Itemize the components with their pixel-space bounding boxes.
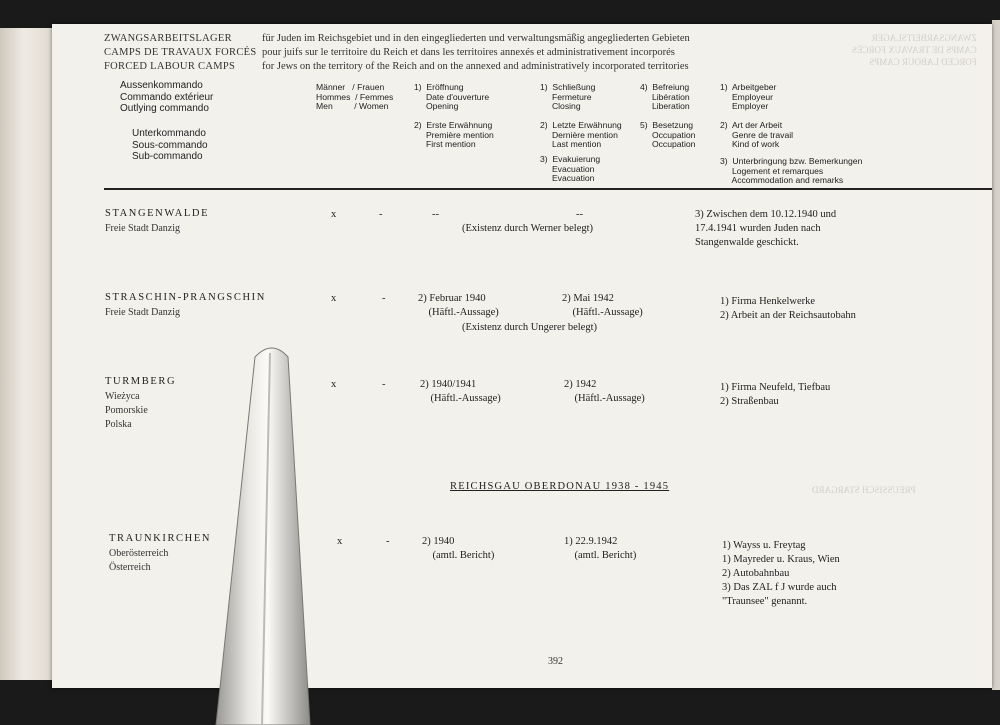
page-number: 392 bbox=[548, 656, 563, 667]
legend-liberation: 4) Befreiung Libération Liberation bbox=[640, 82, 690, 112]
camp-region: Oberösterreich Österreich bbox=[109, 548, 169, 573]
closing-date: 2) Mai 1942 (Häftl.-Aussage) bbox=[562, 293, 643, 318]
legend-occupation: 5) Besetzung Occupation Occupation bbox=[640, 120, 696, 150]
remarks: 1) Firma Henkelwerke 2) Arbeit an der Reichsautobahn bbox=[720, 296, 856, 321]
camp-name: STANGENWALDE bbox=[105, 208, 210, 219]
men-mark: x bbox=[331, 293, 337, 304]
camp-name: TURMBERG bbox=[105, 376, 177, 387]
opening-date: 2) 1940/1941 (Häftl.-Aussage) bbox=[420, 379, 501, 404]
legend-employer: 1) Arbeitgeber Employeur Employer bbox=[720, 82, 777, 112]
women-mark: - bbox=[379, 209, 383, 220]
men-mark: x bbox=[337, 536, 343, 547]
men-mark: x bbox=[331, 209, 337, 220]
section-title: REICHSGAU OBERDONAU 1938 - 1945 bbox=[450, 481, 670, 492]
legend-last-mention: 2) Letzte Erwähnung Dernière mention Last mention bbox=[540, 120, 622, 150]
existence-note: (Existenz durch Ungerer belegt) bbox=[462, 322, 597, 333]
legend-subcommando: Unterkommando Sous-commando Sub-commando bbox=[132, 128, 208, 162]
tweezer-object bbox=[210, 345, 330, 725]
women-mark: - bbox=[382, 379, 386, 390]
remarks: 1) Wayss u. Freytag 1) Mayreder u. Kraus, Wien 2) Autobahnbau 3) Das ZAL f J wurde auch "Traunsee" genannt. bbox=[722, 540, 840, 607]
header-rule bbox=[104, 188, 992, 190]
facing-page-edge bbox=[992, 20, 1000, 690]
closing-date: 2) 1942 (Häftl.-Aussage) bbox=[564, 379, 645, 404]
opening-date: -- bbox=[432, 209, 439, 220]
camp-region: Freie Stadt Danzig bbox=[105, 307, 180, 318]
legend-accommodation: 3) Unterbringung bzw. Bemerkungen Logement et remarques Accommodation and remarks bbox=[720, 156, 863, 186]
camp-region: Wieżyca Pomorskie Polska bbox=[105, 391, 148, 430]
legend-closing: 1) Schließung Fermeture Closing bbox=[540, 82, 596, 112]
show-through-text: ZWANGSARBEITSLAGER CAMPS DE TRAVAUX FORCÉS FORCED LABOUR CAMPS bbox=[852, 33, 977, 67]
men-mark: x bbox=[331, 379, 337, 390]
show-through-text: PREUSSISCH STARGARD bbox=[812, 485, 916, 495]
women-mark: - bbox=[386, 536, 390, 547]
camp-name: STRASCHIN-PRANGSCHIN bbox=[105, 292, 266, 303]
closing-date: -- bbox=[576, 209, 583, 220]
existence-note: (Existenz durch Werner belegt) bbox=[462, 223, 594, 234]
women-mark: - bbox=[382, 293, 386, 304]
legend-opening: 1) Eröffnung Date d'ouverture Opening bbox=[414, 82, 490, 112]
opening-date: 2) Februar 1940 (Häftl.-Aussage) bbox=[418, 293, 499, 318]
camp-region: Freie Stadt Danzig bbox=[105, 223, 180, 234]
book-page-edges bbox=[0, 28, 60, 680]
camp-name: TRAUNKIRCHEN bbox=[109, 533, 212, 544]
remarks: 1) Firma Neufeld, Tiefbau 2) Straßenbau bbox=[720, 382, 831, 407]
legend-outlying: Aussenkommando Commando extérieur Outlying commando bbox=[120, 80, 214, 114]
book-page bbox=[52, 24, 992, 688]
legend-kind-of-work: 2) Art der Arbeit Genre de travail Kind of work bbox=[720, 120, 794, 150]
remarks: 3) Zwischen dem 10.12.1940 und 17.4.1941 wurden Juden nach Stangenwalde geschickt. bbox=[695, 209, 837, 248]
legend-evacuation: 3) Evakuierung Evacuation Evacuation bbox=[540, 154, 601, 184]
header-description: für Juden im Reichsgebiet und in den eingegliederten und verwaltungsmäßig angegliederten Gebieten pour juifs sur le territoire du Reich et dans les territoires annexés et administrativement incorporés for Jews on the territory of the Reich and on the annexed and administratively incorporated territories bbox=[262, 33, 690, 72]
opening-date: 2) 1940 (amtl. Bericht) bbox=[422, 536, 495, 561]
header-title: ZWANGSARBEITSLAGER CAMPS DE TRAVAUX FORCÉS FORCED LABOUR CAMPS bbox=[104, 33, 257, 72]
closing-date: 1) 22.9.1942 (amtl. Bericht) bbox=[564, 536, 637, 561]
legend-first-mention: 2) Erste Erwähnung Première mention First mention bbox=[414, 120, 494, 150]
legend-sex: Männer / Frauen Hommes / Femmes Men / Women bbox=[316, 82, 394, 112]
